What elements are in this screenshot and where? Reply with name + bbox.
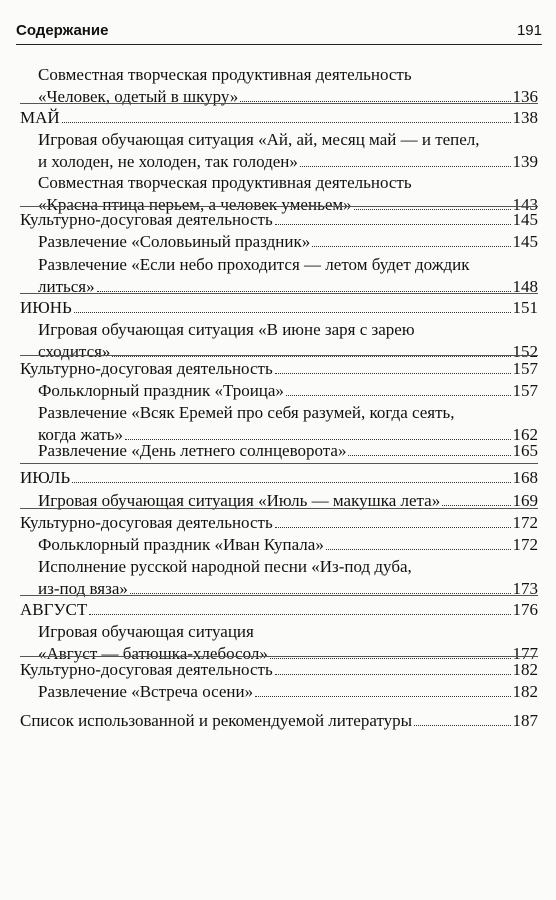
dot-leader	[240, 86, 510, 102]
toc-entry-leader-line	[38, 681, 538, 703]
dot-leader	[300, 151, 511, 167]
dot-leader	[354, 194, 511, 210]
toc-entry-title: Список использованной и рекомендуемой литературы	[20, 711, 413, 730]
toc-entry-leader-line	[20, 358, 538, 380]
toc-entry-leader-line	[20, 467, 538, 489]
toc-entry-leader-line	[20, 209, 538, 231]
toc-entry-leader-line	[20, 599, 538, 621]
toc-entry-title: из-под вяза»	[38, 579, 128, 598]
toc-page-number: 145	[512, 210, 538, 229]
section-rule	[20, 463, 538, 464]
toc-entry-title: МАЙ	[20, 108, 60, 127]
toc-entry-title: «Август — батюшка-хлебосол»	[38, 644, 268, 663]
toc-page-number: 187	[512, 711, 538, 730]
toc-page-number: 136	[512, 87, 538, 106]
dot-leader	[312, 231, 510, 247]
toc-page-number: 148	[512, 277, 538, 296]
toc-entry-text: Игровая обучающая ситуация «В июне заря с зарею	[38, 320, 415, 339]
running-header	[16, 22, 542, 44]
header-title: Содержание	[16, 22, 109, 39]
toc-entry-title: Фольклорный праздник «Иван Купала»	[38, 535, 324, 554]
toc-page-number: 138	[512, 108, 538, 127]
toc-entry-title: ИЮЛЬ	[20, 468, 71, 487]
section-rule	[20, 355, 538, 356]
dot-leader	[326, 534, 511, 550]
toc-entry-leader-line	[38, 86, 538, 108]
toc-entry-title: Фольклорный праздник «Троица»	[38, 381, 284, 400]
dot-leader	[125, 424, 511, 440]
toc-entry-leader-line	[20, 659, 538, 681]
toc-entry-title: Игровая обучающая ситуация «Июль — макушка лета»	[38, 491, 441, 510]
toc-page-number: 145	[512, 232, 538, 251]
dot-leader	[275, 512, 511, 528]
toc-entry-leader-line	[38, 151, 538, 173]
toc-entry-text: Игровая обучающая ситуация «Ай, ай, месяц май — и тепел,	[38, 130, 480, 149]
dot-leader	[72, 467, 510, 483]
toc-entry-text: Совместная творческая продуктивная деятельность	[38, 65, 412, 84]
dot-leader	[348, 440, 510, 456]
toc-entry-text: Исполнение русской народной песни «Из-под дуба,	[38, 557, 412, 576]
toc-entry-title: АВГУСТ	[20, 600, 88, 619]
toc-entry-leader-line	[20, 710, 538, 732]
toc-page-number: 162	[512, 425, 538, 444]
toc-page-number: 182	[512, 682, 538, 701]
toc-entry-text: Развлечение «Если небо проходится — летом будет дождик	[38, 255, 470, 274]
toc-page-number: 173	[512, 579, 538, 598]
dot-leader	[286, 380, 511, 396]
toc-entry-text: Совместная творческая продуктивная деятельность	[38, 173, 412, 192]
dot-leader	[97, 276, 511, 292]
dot-leader	[275, 358, 511, 374]
toc-entry-leader-line	[20, 107, 538, 129]
toc-entry-title: Развлечение «Соловьиный праздник»	[38, 232, 311, 251]
toc-page-number: 172	[512, 535, 538, 554]
toc-entry-title: ИЮНЬ	[20, 298, 72, 317]
dot-leader	[89, 599, 510, 615]
toc-entry-leader-line	[38, 380, 538, 402]
toc-entry-leader-line	[38, 231, 538, 253]
toc-entry-leader-line	[20, 512, 538, 534]
toc-page-number: 139	[512, 152, 538, 171]
header-rule	[16, 44, 542, 45]
toc-entry-title: «Красна птица перьем, а человек уменьем»	[38, 195, 352, 214]
dot-leader	[255, 681, 510, 697]
dot-leader	[130, 578, 511, 594]
toc-entry-text: Игровая обучающая ситуация	[38, 622, 254, 641]
toc-page-number: 165	[512, 441, 538, 460]
header-page-number: 191	[516, 22, 542, 39]
toc-page-number: 172	[512, 513, 538, 532]
toc-entry-leader-line	[38, 578, 538, 600]
dot-leader	[275, 209, 511, 225]
toc-page-number: 169	[512, 491, 538, 510]
toc-entry-title: Культурно-досуговая деятельность	[20, 660, 273, 679]
section-rule	[20, 206, 538, 207]
section-rule	[20, 656, 538, 657]
dot-leader	[62, 107, 511, 123]
toc-entry-title: Развлечение «День летнего солнцеворота»	[38, 441, 347, 460]
toc-page-number: 182	[512, 660, 538, 679]
dot-leader	[414, 710, 510, 726]
section-rule	[20, 595, 538, 596]
toc-page-number: 143	[512, 195, 538, 214]
toc-entry-leader-line	[38, 440, 538, 462]
toc-entry-title: Развлечение «Встреча осени»	[38, 682, 254, 701]
section-rule	[20, 508, 538, 509]
section-rule	[20, 293, 538, 294]
toc-page-number: 151	[512, 298, 538, 317]
toc-entry-title: и холоден, не холоден, так голоден»	[38, 152, 298, 171]
dot-leader	[275, 659, 511, 675]
section-rule	[20, 103, 538, 104]
toc-entry-title: Культурно-досуговая деятельность	[20, 359, 273, 378]
dot-leader	[442, 490, 510, 506]
toc-entry-title: литься»	[38, 277, 95, 296]
toc-entry-leader-line	[38, 534, 538, 556]
toc-entry-title: сходится»	[38, 342, 111, 361]
toc-page-number: 157	[512, 359, 538, 378]
toc-page-number: 168	[512, 468, 538, 487]
toc-entry-title: Культурно-досуговая деятельность	[20, 210, 273, 229]
toc-entry-leader-line	[20, 297, 538, 319]
toc-entry-leader-line	[38, 276, 538, 298]
dot-leader	[74, 297, 511, 313]
toc-entry-text: Развлечение «Всяк Еремей про себя разумей, когда сеять,	[38, 403, 455, 422]
toc-page-number: 152	[512, 342, 538, 361]
toc-page-number: 157	[512, 381, 538, 400]
toc-entry-title: Культурно-досуговая деятельность	[20, 513, 273, 532]
toc-page-number: 176	[512, 600, 538, 619]
toc-entry-title: когда жать»	[38, 425, 123, 444]
toc-page-number: 177	[512, 644, 538, 663]
toc-entry-title: «Человек, одетый в шкуру»	[38, 87, 239, 106]
